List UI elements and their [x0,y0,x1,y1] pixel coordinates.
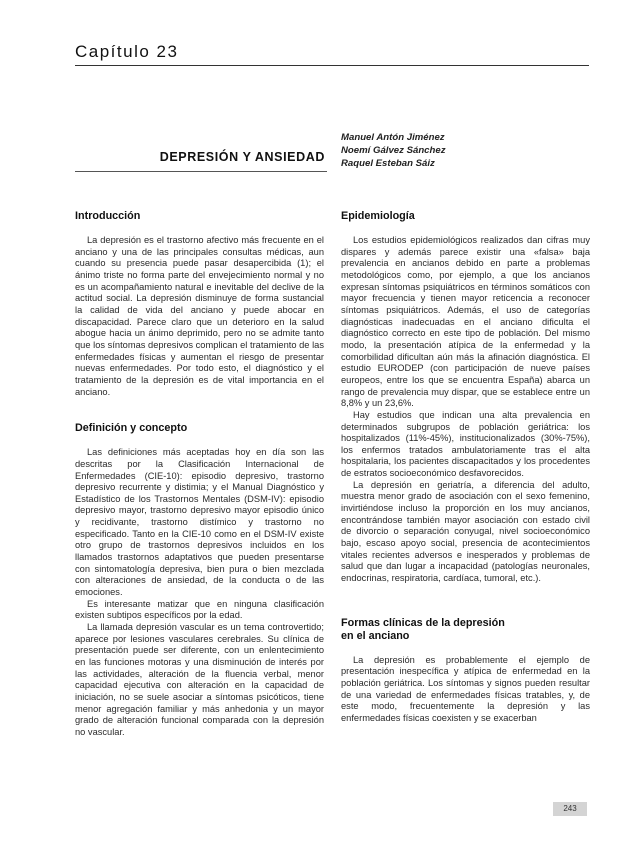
paragraph: Es interesante matizar que en ninguna clasificación existen subtipos específicos por la edad. [75,598,324,621]
section-heading-definicion: Definición y concepto [75,422,188,435]
author-list [341,131,446,170]
section-heading-epidemiologia: Epidemiología [341,210,415,222]
paragraph: La depresión es el trastorno afectivo más frecuente en el anciano y una de las principales consultas médicas, aun cuando su presencia puede pasar desapercibida (1); el ánimo triste no forma parte del envejecimiento normal y no es un acompañamiento natural e inevitable del declive de la actitud social. La depresión disminuye de forma sustancial la calidad de vida del anciano y puede abocar en discapacidad. Parece claro que un deterioro en la salud abogue hacia un ánimo deprimido, pero no se admite tanto que los síntomas depresivos complican el tratamiento de las enfermedades físicas y aumentan el riesgo de presentar nuevas enfermedades. Por todo esto, el diagnóstico y el tratamiento de la depresión es de vital importancia en el anciano. [75,235,324,397]
paragraph: Las definiciones más aceptadas hoy en día son las descritas por la Clasificación Internacional de Enfermedades (CIE-10): episodio depresivo, trastorno depresivo recurrente y distimia; y el Manual Diagnóstico y Estadístico de los Trastornos Mentales (DSM-IV): episodio depresivo mayor, trastorno depresivo mayor episodio único y recidivante, trastorno distímico y trastorno no especificado. Tanto en la CIE-10 como en el DSM-IV existe otro grupo de trastornos depresivos incluidos en los llamados trastornos adaptativos que pueden presentarse con sintomatología depresiva, bien pura o bien mezclada con alteraciones de ansiedad, de la conducta o de las emociones. [75,447,324,598]
section-heading-formas-clinicas [341,617,590,643]
title-rule [75,171,327,172]
paragraph: Los estudios epidemiológicos realizados dan cifras muy dispares y además parece existir una «falsa» baja prevalencia en ancianos debido en parte a problemas metodológicos como, por ejemplo, a que los ancianos expresan síntomas psiquiátricos en términos somáticos con mayor frecuencia y tienen mayor reticencia a reconocer síntomas psiquiátricos. Además, el uso de categorías diagnósticas inadecuadas en el anciano dificulta el diagnóstico correcto en este tipo de población. Del mismo modo, la presentación atípica de la enfermedad y la comorbilidad dificultan aún más la afinación diagnóstica. El estudio EURODEP (con participación de nueve países europeos, entre los que se encuentra España) abarca un rango de prevalencia muy dispar, que se establece entre un 8,8% y un 23,6%. [341,235,590,409]
paragraph: La llamada depresión vascular es un tema controvertido; aparece por lesiones vasculares cerebrales. Su clínica de presentación puede ser diferente, con un enlentecimiento en las funciones motoras y una disminución de interés por las actividades, alteración de la fluencia verbal, menor capacidad ejecutiva con alteración en la capacidad de iniciación, no se suele asociar a síntomas psicóticos, tiene menor agregación familiar y más anhedonia y un mayor grado de alteración funcional comparada con la depresión no vascular. [75,622,324,737]
heading-line: Formas clínicas de la depresión [341,616,505,629]
chapter-title: DEPRESIÓN Y ANSIEDAD [159,150,325,164]
paragraph: Hay estudios que indican una alta prevalencia en determinados subgrupos de población geriátrica: los hospitalizados (11%-45%), institucionalizados (30%-75%), los enfermos tratados ambulatoriamente tras el alta hospitalaria, los pacientes discapacitados y los procedentes de estratos socioeconómico desfavorecidos. [341,409,590,479]
chapter-rule [75,65,589,66]
right-column [341,210,590,725]
paragraph: La depresión es probablemente el ejemplo de presentación inespecífica y atípica de enfermedad en la población geriátrica. Los síntomas y signos pueden resultar de una variedad de enfermedades físicas tratables, y, de este modo, frecuentemente la depresión y las enfermedades físicas coexisten y se exacerban [341,654,590,723]
paragraph: La depresión en geriatría, a diferencia del adulto, muestra menor grado de asociación con el sexo femenino, invirtiéndose incluso la proporción en los muy ancianos, encontrándose también mayor asociación con estado civil de divorcio o separación conyugal, nivel socioeconómico bajo, escaso apoyo social, presencia de acontecimientos vitales recientes adversos e inesperados y problemas de salud que dan lugar a incapacidad (patologías neuronales, endocrinas, respiratoria, cardíaca, tumoral, etc.). [341,479,590,584]
author-1: Manuel Antón Jiménez [341,132,445,143]
author-3: Raquel Esteban Sáiz [341,158,435,169]
section-heading-introduccion: Introducción [75,210,141,222]
heading-line: en el anciano [341,629,410,642]
page-number: 243 [553,802,587,816]
left-column [75,210,324,739]
author-2: Noemí Gálvez Sánchez [341,145,446,156]
chapter-label: Capítulo 23 [75,42,179,61]
